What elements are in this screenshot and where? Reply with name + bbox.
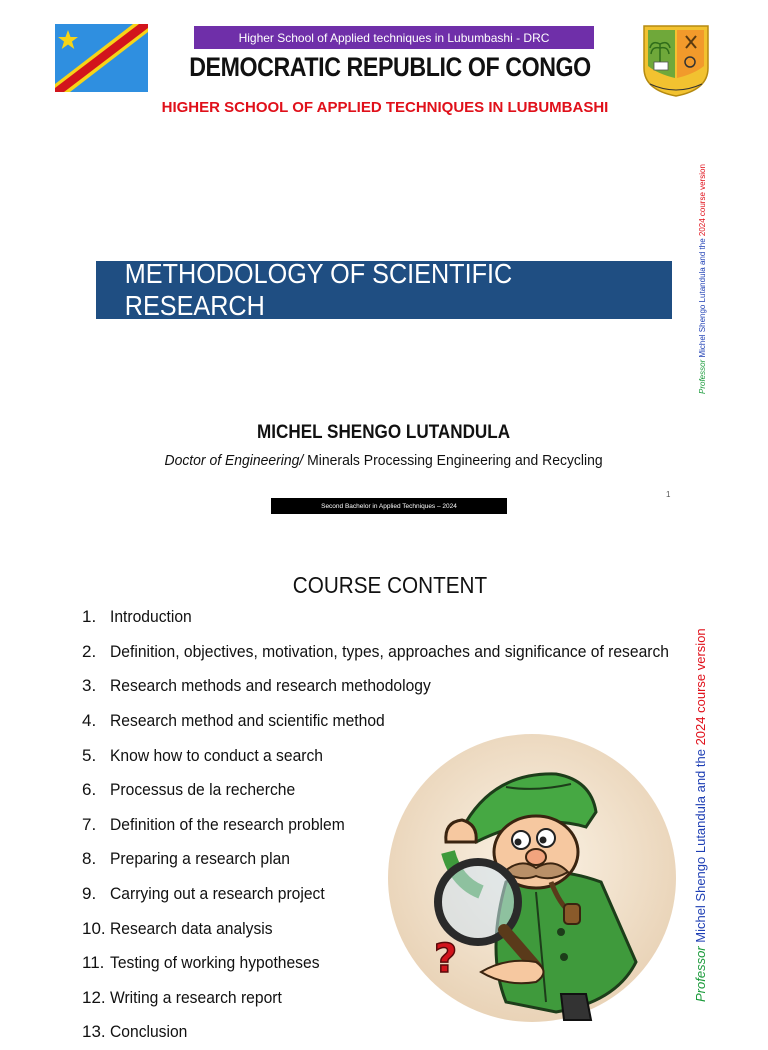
course-item-number: 12. [82, 987, 106, 1007]
course-item-number: 1. [82, 607, 97, 627]
author-name-text: MICHEL SHENGO LUTANDULA [257, 422, 511, 443]
course-item-number: 8. [82, 849, 97, 869]
credit-name: Michel Shengo Lutandula and the [693, 745, 708, 947]
course-item-text: Testing of working hypotheses [109, 953, 320, 973]
course-item-number: 13. [82, 1022, 106, 1042]
course-item-number: 4. [82, 711, 97, 731]
course-title: METHODOLOGY OF SCIENTIFIC RESEARCH [124, 258, 513, 321]
vertical-credit-small [698, 164, 707, 394]
course-content-heading [200, 572, 580, 599]
credit-professor: Professor [698, 359, 707, 394]
course-item-number: 10. [82, 918, 106, 938]
course-item-number: 7. [82, 814, 97, 834]
school-banner [194, 26, 594, 49]
course-item-text: Conclusion [110, 1022, 188, 1042]
detective-magnifier-illustration [386, 732, 678, 1024]
course-item-number: 11. [82, 953, 105, 973]
page-number: 1 [666, 490, 671, 499]
course-item-text: Research data analysis [110, 918, 273, 938]
course-item-text: Know how to conduct a search [109, 745, 323, 765]
country-title: DEMOCRATIC REPUBLIC OF CONGO [189, 52, 591, 82]
course-item-text: Introduction [109, 607, 192, 627]
credit-professor: Professor [693, 946, 708, 1002]
course-item-text: Carrying out a research project [109, 884, 325, 904]
course-content-heading-text: COURSE CONTENT [292, 572, 488, 598]
course-item-number: 5. [82, 745, 97, 765]
course-item-text: Definition, objectives, motivation, types, approaches and significance of research [109, 641, 669, 661]
credit-name: Michel Shengo Lutandula and the [698, 236, 707, 360]
credit-year: 2024 course version [693, 628, 708, 746]
course-item [82, 669, 682, 704]
school-seal-icon [640, 22, 712, 98]
credit-year: 2024 course version [698, 164, 707, 237]
course-item-text: Research methods and research methodology [109, 676, 431, 696]
course-title-banner [96, 258, 672, 321]
author-name [100, 422, 668, 444]
course-item-text: Research method and scientific method [109, 711, 385, 731]
course-item-text: Preparing a research plan [109, 849, 290, 869]
drc-flag-icon [55, 24, 148, 92]
course-item-number: 6. [82, 780, 97, 800]
degree-italic: Doctor of Engineering/ [164, 452, 304, 469]
course-item-number: 9. [82, 884, 97, 904]
school-title: HIGHER SCHOOL OF APPLIED TECHNIQUES IN LUBUMBASHI [161, 99, 609, 116]
course-item-text: Writing a research report [110, 987, 283, 1007]
course-item-text: Processus de la recherche [109, 780, 295, 800]
school-banner-text: Higher School of Applied techniques in Lubumbashi - DRC [238, 30, 550, 45]
course-item [82, 600, 682, 635]
course-item-number: 3. [82, 676, 97, 696]
degree-rest: Minerals Processing Engineering and Recycling [303, 452, 604, 469]
course-item [82, 635, 682, 670]
vertical-credit-large [693, 628, 708, 1002]
footer-bar-text: Second Bachelor in Applied Techniques – 2024 [321, 502, 457, 510]
svg-text:?: ? [434, 936, 458, 982]
author-degree [90, 452, 678, 469]
course-item-number: 2. [82, 641, 97, 661]
footer-bar [271, 498, 507, 514]
course-item-text: Definition of the research problem [109, 814, 345, 834]
